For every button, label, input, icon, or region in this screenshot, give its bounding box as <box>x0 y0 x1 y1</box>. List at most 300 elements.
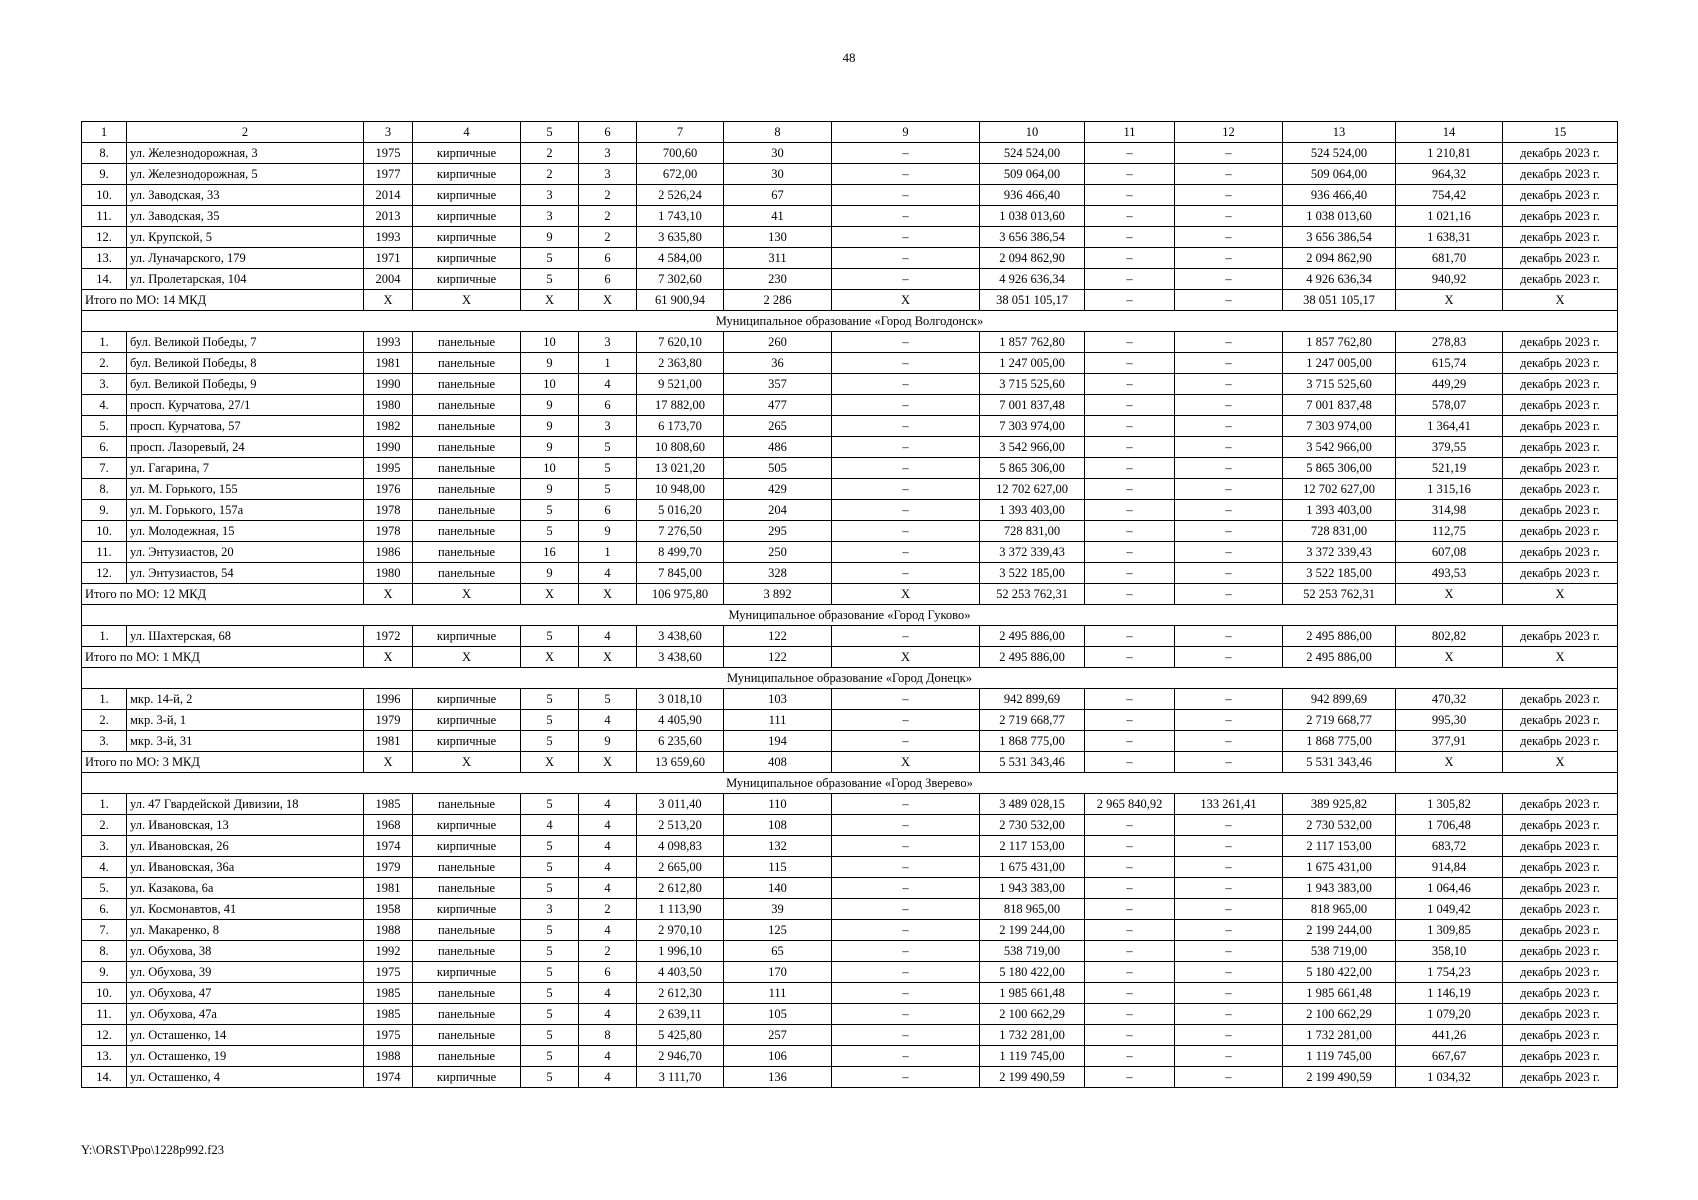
wall-material-cell: кирпичные <box>413 962 521 983</box>
residents-cell: 170 <box>724 962 832 983</box>
wall-material-cell: панельные <box>413 395 521 416</box>
cell-11-cell: – <box>1085 1004 1175 1025</box>
table-row <box>82 479 1618 500</box>
wall-material-cell: панельные <box>413 1025 521 1046</box>
cell-11-cell: – <box>1085 689 1175 710</box>
cell-9-cell: – <box>832 815 980 836</box>
address-cell: ул. Заводская, 35 <box>127 206 364 227</box>
entrances-cell: 4 <box>579 1067 637 1088</box>
completion-date-cell: декабрь 2023 г. <box>1503 563 1618 584</box>
wall-material-cell: панельные <box>413 983 521 1004</box>
table-row <box>82 941 1618 962</box>
total-cost-cell: 3 522 185,00 <box>980 563 1085 584</box>
year-built-cell: 1975 <box>364 1025 413 1046</box>
cost-per-sqm-cell: 683,72 <box>1396 836 1503 857</box>
total-cost-cell: 1 985 661,48 <box>980 983 1085 1004</box>
table-row <box>82 521 1618 542</box>
total-cost-cell: 1 119 745,00 <box>980 1046 1085 1067</box>
entrances-cell: 8 <box>579 1025 637 1046</box>
cell-9-cell: – <box>832 248 980 269</box>
cell-13-cell: 509 064,00 <box>1283 164 1396 185</box>
wall-material-cell: кирпичные <box>413 626 521 647</box>
completion-date-cell: декабрь 2023 г. <box>1503 416 1618 437</box>
total-floors: Х <box>521 584 579 605</box>
wall-material-cell: панельные <box>413 563 521 584</box>
residents-cell: 265 <box>724 416 832 437</box>
cell-12-cell: – <box>1175 626 1283 647</box>
section-title: Муниципальное образование «Город Волгодонск» <box>82 311 1618 332</box>
cell-9-cell: – <box>832 227 980 248</box>
total-cost-per-sqm: Х <box>1396 584 1503 605</box>
table-row <box>82 1046 1618 1067</box>
residents-cell: 67 <box>724 185 832 206</box>
total-area-cell: 3 011,40 <box>637 794 724 815</box>
table-row <box>82 164 1618 185</box>
cell-13-cell: 538 719,00 <box>1283 941 1396 962</box>
total-cost-cell: 12 702 627,00 <box>980 479 1085 500</box>
cell-12-cell: – <box>1175 206 1283 227</box>
residents-cell: 106 <box>724 1046 832 1067</box>
year-built-cell: 1995 <box>364 458 413 479</box>
header-col-5: 5 <box>521 122 579 143</box>
total-cost-cell: 2 100 662,29 <box>980 1004 1085 1025</box>
cell-13-cell: 389 925,82 <box>1283 794 1396 815</box>
row-number-cell: 2. <box>82 710 127 731</box>
row-number-cell: 11. <box>82 206 127 227</box>
completion-date-cell: декабрь 2023 г. <box>1503 962 1618 983</box>
total-cost-cell: 1 038 013,60 <box>980 206 1085 227</box>
total-label: Итого по МО: 3 МКД <box>82 752 364 773</box>
wall-material-cell: кирпичные <box>413 689 521 710</box>
entrances-cell: 4 <box>579 374 637 395</box>
floors-cell: 9 <box>521 437 579 458</box>
row-number-cell: 13. <box>82 248 127 269</box>
entrances-cell: 9 <box>579 521 637 542</box>
table-row <box>82 1067 1618 1088</box>
total-cost-cell: 2 199 490,59 <box>980 1067 1085 1088</box>
total-entrances: Х <box>579 290 637 311</box>
residents-cell: 250 <box>724 542 832 563</box>
total-area-cell: 7 276,50 <box>637 521 724 542</box>
table-row <box>82 899 1618 920</box>
total-cost-cell: 1 732 281,00 <box>980 1025 1085 1046</box>
cell-9-cell: – <box>832 710 980 731</box>
floors-cell: 5 <box>521 962 579 983</box>
completion-date-cell: декабрь 2023 г. <box>1503 794 1618 815</box>
total-area-cell: 1 996,10 <box>637 941 724 962</box>
total-completion-date: Х <box>1503 584 1618 605</box>
total-cost-per-sqm: Х <box>1396 647 1503 668</box>
cell-12-cell: – <box>1175 374 1283 395</box>
year-built-cell: 1972 <box>364 626 413 647</box>
total-year-built: Х <box>364 647 413 668</box>
residents-cell: 111 <box>724 710 832 731</box>
cell-9-cell: – <box>832 983 980 1004</box>
floors-cell: 9 <box>521 479 579 500</box>
year-built-cell: 1981 <box>364 878 413 899</box>
row-number-cell: 2. <box>82 353 127 374</box>
cell-12-cell: – <box>1175 710 1283 731</box>
table-row <box>82 227 1618 248</box>
floors-cell: 5 <box>521 983 579 1004</box>
cell-13-cell: 2 730 532,00 <box>1283 815 1396 836</box>
total-cell-11: – <box>1085 647 1175 668</box>
floors-cell: 2 <box>521 164 579 185</box>
cell-9-cell: – <box>832 563 980 584</box>
residents-cell: 429 <box>724 479 832 500</box>
wall-material-cell: панельные <box>413 1046 521 1067</box>
total-label: Итого по МО: 14 МКД <box>82 290 364 311</box>
completion-date-cell: декабрь 2023 г. <box>1503 899 1618 920</box>
residents-cell: 105 <box>724 1004 832 1025</box>
cell-13-cell: 3 656 386,54 <box>1283 227 1396 248</box>
cost-per-sqm-cell: 667,67 <box>1396 1046 1503 1067</box>
cell-12-cell: – <box>1175 521 1283 542</box>
cell-12-cell: – <box>1175 563 1283 584</box>
table-row <box>82 563 1618 584</box>
cost-per-sqm-cell: 1 364,41 <box>1396 416 1503 437</box>
cell-11-cell: – <box>1085 815 1175 836</box>
total-cell-13: 52 253 762,31 <box>1283 584 1396 605</box>
residents-cell: 132 <box>724 836 832 857</box>
cell-9-cell: – <box>832 962 980 983</box>
total-cost-cell: 1 393 403,00 <box>980 500 1085 521</box>
cell-9-cell: – <box>832 1067 980 1088</box>
cell-13-cell: 2 100 662,29 <box>1283 1004 1396 1025</box>
total-area-cell: 7 302,60 <box>637 269 724 290</box>
residents-cell: 357 <box>724 374 832 395</box>
cell-11-cell: – <box>1085 248 1175 269</box>
cost-per-sqm-cell: 377,91 <box>1396 731 1503 752</box>
table-row <box>82 248 1618 269</box>
wall-material-cell: панельные <box>413 458 521 479</box>
cell-11-cell: – <box>1085 353 1175 374</box>
total-cost-cell: 4 926 636,34 <box>980 269 1085 290</box>
row-number-cell: 14. <box>82 269 127 290</box>
cell-12-cell: – <box>1175 227 1283 248</box>
cell-12-cell: – <box>1175 983 1283 1004</box>
total-area-cell: 7 845,00 <box>637 563 724 584</box>
cell-9-cell: – <box>832 500 980 521</box>
row-number-cell: 1. <box>82 794 127 815</box>
floors-cell: 5 <box>521 731 579 752</box>
completion-date-cell: декабрь 2023 г. <box>1503 479 1618 500</box>
year-built-cell: 1978 <box>364 500 413 521</box>
cell-13-cell: 2 094 862,90 <box>1283 248 1396 269</box>
floors-cell: 5 <box>521 794 579 815</box>
total-cost-cell: 728 831,00 <box>980 521 1085 542</box>
cell-13-cell: 942 899,69 <box>1283 689 1396 710</box>
total-area-cell: 10 948,00 <box>637 479 724 500</box>
row-number-cell: 12. <box>82 563 127 584</box>
section-header-row <box>82 773 1618 794</box>
floors-cell: 10 <box>521 374 579 395</box>
cell-11-cell: – <box>1085 269 1175 290</box>
header-col-14: 14 <box>1396 122 1503 143</box>
completion-date-cell: декабрь 2023 г. <box>1503 857 1618 878</box>
cell-11-cell: – <box>1085 185 1175 206</box>
total-area-cell: 6 235,60 <box>637 731 724 752</box>
cost-per-sqm-cell: 615,74 <box>1396 353 1503 374</box>
residents-cell: 230 <box>724 269 832 290</box>
total-cell-9: Х <box>832 647 980 668</box>
header-col-6: 6 <box>579 122 637 143</box>
year-built-cell: 1975 <box>364 962 413 983</box>
wall-material-cell: панельные <box>413 374 521 395</box>
cost-per-sqm-cell: 314,98 <box>1396 500 1503 521</box>
table-row <box>82 815 1618 836</box>
total-total-cost: 2 495 886,00 <box>980 647 1085 668</box>
residents-cell: 110 <box>724 794 832 815</box>
table-row <box>82 500 1618 521</box>
year-built-cell: 1974 <box>364 1067 413 1088</box>
completion-date-cell: декабрь 2023 г. <box>1503 1004 1618 1025</box>
entrances-cell: 2 <box>579 185 637 206</box>
total-cost-cell: 936 466,40 <box>980 185 1085 206</box>
cell-13-cell: 2 719 668,77 <box>1283 710 1396 731</box>
cell-9-cell: – <box>832 353 980 374</box>
cell-11-cell: – <box>1085 416 1175 437</box>
entrances-cell: 4 <box>579 626 637 647</box>
address-cell: ул. Железнодорожная, 3 <box>127 143 364 164</box>
page-number: 48 <box>842 50 856 65</box>
total-entrances: Х <box>579 647 637 668</box>
cell-11-cell: – <box>1085 710 1175 731</box>
completion-date-cell: декабрь 2023 г. <box>1503 941 1618 962</box>
row-number-cell: 14. <box>82 1067 127 1088</box>
row-number-cell: 10. <box>82 521 127 542</box>
completion-date-cell: декабрь 2023 г. <box>1503 227 1618 248</box>
cell-11-cell: – <box>1085 1067 1175 1088</box>
entrances-cell: 1 <box>579 353 637 374</box>
cell-12-cell: – <box>1175 542 1283 563</box>
total-area-cell: 8 499,70 <box>637 542 724 563</box>
cell-9-cell: – <box>832 689 980 710</box>
cell-12-cell: – <box>1175 332 1283 353</box>
floors-cell: 5 <box>521 941 579 962</box>
residents-cell: 136 <box>724 1067 832 1088</box>
cell-11-cell: – <box>1085 626 1175 647</box>
total-cost-cell: 2 495 886,00 <box>980 626 1085 647</box>
residents-cell: 115 <box>724 857 832 878</box>
residents-cell: 125 <box>724 920 832 941</box>
cell-9-cell: – <box>832 416 980 437</box>
cell-13-cell: 1 038 013,60 <box>1283 206 1396 227</box>
cell-9-cell: – <box>832 206 980 227</box>
wall-material-cell: панельные <box>413 416 521 437</box>
year-built-cell: 1985 <box>364 983 413 1004</box>
cell-12-cell: – <box>1175 416 1283 437</box>
address-cell: ул. Осташенко, 14 <box>127 1025 364 1046</box>
cell-13-cell: 728 831,00 <box>1283 521 1396 542</box>
cell-13-cell: 1 857 762,80 <box>1283 332 1396 353</box>
cell-12-cell: – <box>1175 836 1283 857</box>
row-number-cell: 3. <box>82 836 127 857</box>
completion-date-cell: декабрь 2023 г. <box>1503 689 1618 710</box>
cell-11-cell: – <box>1085 500 1175 521</box>
address-cell: ул. Казакова, 6а <box>127 878 364 899</box>
cell-12-cell: – <box>1175 395 1283 416</box>
cost-per-sqm-cell: 1 754,23 <box>1396 962 1503 983</box>
entrances-cell: 2 <box>579 227 637 248</box>
cell-12-cell: – <box>1175 437 1283 458</box>
header-col-12: 12 <box>1175 122 1283 143</box>
address-cell: просп. Курчатова, 57 <box>127 416 364 437</box>
row-number-cell: 1. <box>82 689 127 710</box>
entrances-cell: 5 <box>579 689 637 710</box>
completion-date-cell: декабрь 2023 г. <box>1503 815 1618 836</box>
table-row <box>82 206 1618 227</box>
total-area-cell: 1 743,10 <box>637 206 724 227</box>
total-area-cell: 4 403,50 <box>637 962 724 983</box>
row-number-cell: 8. <box>82 941 127 962</box>
cell-12-cell: – <box>1175 353 1283 374</box>
year-built-cell: 1985 <box>364 794 413 815</box>
residents-cell: 108 <box>724 815 832 836</box>
total-area-cell: 4 405,90 <box>637 710 724 731</box>
table-row <box>82 731 1618 752</box>
cell-11-cell: 2 965 840,92 <box>1085 794 1175 815</box>
entrances-cell: 4 <box>579 836 637 857</box>
header-col-3: 3 <box>364 122 413 143</box>
wall-material-cell: панельные <box>413 1004 521 1025</box>
cell-13-cell: 5 865 306,00 <box>1283 458 1396 479</box>
residents-cell: 30 <box>724 164 832 185</box>
total-completion-date: Х <box>1503 752 1618 773</box>
table-row <box>82 332 1618 353</box>
cell-12-cell: 133 261,41 <box>1175 794 1283 815</box>
total-cost-cell: 3 542 966,00 <box>980 437 1085 458</box>
row-number-cell: 7. <box>82 458 127 479</box>
total-cost-per-sqm: Х <box>1396 752 1503 773</box>
cost-per-sqm-cell: 607,08 <box>1396 542 1503 563</box>
total-area-cell: 3 635,80 <box>637 227 724 248</box>
total-area-cell: 17 882,00 <box>637 395 724 416</box>
address-cell: мкр. 14-й, 2 <box>127 689 364 710</box>
row-number-cell: 8. <box>82 479 127 500</box>
table-body <box>82 122 1618 1088</box>
total-cost-cell: 524 524,00 <box>980 143 1085 164</box>
total-area-cell: 3 111,70 <box>637 1067 724 1088</box>
entrances-cell: 2 <box>579 206 637 227</box>
floors-cell: 5 <box>521 521 579 542</box>
entrances-cell: 4 <box>579 1046 637 1067</box>
cell-12-cell: – <box>1175 479 1283 500</box>
completion-date-cell: декабрь 2023 г. <box>1503 185 1618 206</box>
total-cell-12: – <box>1175 584 1283 605</box>
year-built-cell: 1971 <box>364 248 413 269</box>
residents-cell: 39 <box>724 899 832 920</box>
total-cost-cell: 3 372 339,43 <box>980 542 1085 563</box>
year-built-cell: 1993 <box>364 227 413 248</box>
floors-cell: 3 <box>521 206 579 227</box>
cost-per-sqm-cell: 1 146,19 <box>1396 983 1503 1004</box>
floors-cell: 3 <box>521 899 579 920</box>
floors-cell: 5 <box>521 1046 579 1067</box>
cell-11-cell: – <box>1085 878 1175 899</box>
address-cell: ул. М. Горького, 157а <box>127 500 364 521</box>
entrances-cell: 5 <box>579 458 637 479</box>
section-header-row <box>82 605 1618 626</box>
total-total-cost: 38 051 105,17 <box>980 290 1085 311</box>
cell-11-cell: – <box>1085 227 1175 248</box>
year-built-cell: 1976 <box>364 479 413 500</box>
completion-date-cell: декабрь 2023 г. <box>1503 143 1618 164</box>
year-built-cell: 2004 <box>364 269 413 290</box>
residents-cell: 65 <box>724 941 832 962</box>
year-built-cell: 1993 <box>364 332 413 353</box>
table-row <box>82 416 1618 437</box>
address-cell: ул. Обухова, 38 <box>127 941 364 962</box>
total-cost-cell: 1 857 762,80 <box>980 332 1085 353</box>
wall-material-cell: кирпичные <box>413 269 521 290</box>
floors-cell: 9 <box>521 563 579 584</box>
total-year-built: Х <box>364 290 413 311</box>
address-cell: ул. Железнодорожная, 5 <box>127 164 364 185</box>
address-cell: ул. Энтузиастов, 54 <box>127 563 364 584</box>
total-year-built: Х <box>364 584 413 605</box>
wall-material-cell: панельные <box>413 521 521 542</box>
cell-12-cell: – <box>1175 941 1283 962</box>
total-cost-cell: 2 199 244,00 <box>980 920 1085 941</box>
total-area-cell: 4 584,00 <box>637 248 724 269</box>
cell-12-cell: – <box>1175 1046 1283 1067</box>
cell-9-cell: – <box>832 626 980 647</box>
cell-13-cell: 3 542 966,00 <box>1283 437 1396 458</box>
year-built-cell: 1988 <box>364 1046 413 1067</box>
total-cost-cell: 3 715 525,60 <box>980 374 1085 395</box>
floors-cell: 9 <box>521 353 579 374</box>
total-area-cell: 2 612,80 <box>637 878 724 899</box>
year-built-cell: 1958 <box>364 899 413 920</box>
residents-cell: 260 <box>724 332 832 353</box>
cell-9-cell: – <box>832 1046 980 1067</box>
header-col-8: 8 <box>724 122 832 143</box>
cell-13-cell: 7 001 837,48 <box>1283 395 1396 416</box>
cost-per-sqm-cell: 493,53 <box>1396 563 1503 584</box>
residents-cell: 103 <box>724 689 832 710</box>
total-label: Итого по МО: 1 МКД <box>82 647 364 668</box>
cell-13-cell: 1 943 383,00 <box>1283 878 1396 899</box>
cell-9-cell: – <box>832 143 980 164</box>
floors-cell: 9 <box>521 227 579 248</box>
row-number-cell: 8. <box>82 143 127 164</box>
entrances-cell: 3 <box>579 332 637 353</box>
completion-date-cell: декабрь 2023 г. <box>1503 269 1618 290</box>
cell-9-cell: – <box>832 794 980 815</box>
total-cost-cell: 1 943 383,00 <box>980 878 1085 899</box>
completion-date-cell: декабрь 2023 г. <box>1503 374 1618 395</box>
total-area-cell: 3 438,60 <box>637 626 724 647</box>
total-cell-11: – <box>1085 584 1175 605</box>
completion-date-cell: декабрь 2023 г. <box>1503 1046 1618 1067</box>
cost-per-sqm-cell: 1 315,16 <box>1396 479 1503 500</box>
cell-12-cell: – <box>1175 920 1283 941</box>
total-entrances: Х <box>579 752 637 773</box>
total-cell-9: Х <box>832 584 980 605</box>
cell-12-cell: – <box>1175 269 1283 290</box>
row-number-cell: 6. <box>82 437 127 458</box>
row-number-cell: 10. <box>82 185 127 206</box>
floors-cell: 16 <box>521 542 579 563</box>
table-row <box>82 857 1618 878</box>
cost-per-sqm-cell: 1 064,46 <box>1396 878 1503 899</box>
cell-12-cell: – <box>1175 1067 1283 1088</box>
header-col-7: 7 <box>637 122 724 143</box>
cell-11-cell: – <box>1085 899 1175 920</box>
cell-13-cell: 2 199 490,59 <box>1283 1067 1396 1088</box>
row-number-cell: 6. <box>82 899 127 920</box>
